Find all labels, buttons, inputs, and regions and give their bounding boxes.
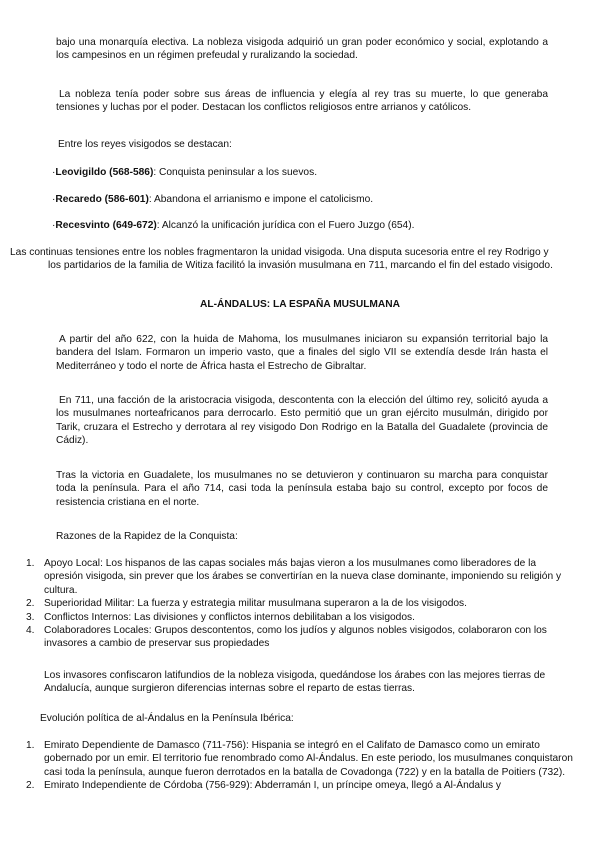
- paragraph-confiscation: Los invasores confiscaron latifundios de la nobleza visigoda, quedándose los árabes con las mejores tierras de Andalucía, aunque surgieron diferencias internas sobre el reparto de estas tierras.: [44, 670, 546, 695]
- list-item: [18, 739, 573, 779]
- list-item: [18, 779, 573, 792]
- item-text: Superioridad Militar: La fuerza y estrategia militar musulmana superaron a la de los visigodos.: [44, 598, 467, 610]
- paragraph-visigoth-end: Las continuas tensiones entre los nobles fragmentaron la unidad visigoda. Una disputa sucesoria entre el rey Rodrigo y los partidarios de la familia de Witiza facilitó la invasión musulmana en 711, marcando el fin del estado visigodo.: [10, 247, 553, 272]
- item-number: 2.: [26, 598, 35, 610]
- paragraph-expansion: A partir del año 622, con la huida de Mahoma, los musulmanes iniciaron su expansión territorial bajo la bandera del Islam. Formaron un imperio vasto, que a finales del siglo VII se extendía desde Irán hasta el Mediterráneo y todo el norte de África hasta el Estrecho de Gibraltar.: [56, 334, 548, 372]
- item-number: 4.: [26, 625, 35, 637]
- paragraph-invasion: En 711, una facción de la aristocracia visigoda, descontenta con la elección del último rey, solicitó ayuda a los musulmanes norteafricanos para derrocarlo. Esto permitió que un gran ejército musulmán, dirigido por Tarik, cruzara el Estrecho y derrotara al rey visigodo Don Rodrigo en la Batalla del Guadalete (provincia de Cádiz).: [56, 395, 548, 447]
- list-item: [18, 624, 573, 651]
- list-item: [18, 611, 573, 624]
- paragraph-nobility: La nobleza tenía poder sobre sus áreas de influencia y elegía al rey tras su muerte, lo que generaba tensiones y luchas por el poder. Destacan los conflictos religiosos entre arrianos y católicos.: [56, 89, 548, 114]
- king-desc: : Alcanzó la unificación jurídica con el Fuero Juzgo (654).: [156, 220, 415, 231]
- bullet: ·: [52, 167, 56, 178]
- item-number: 1.: [26, 558, 35, 569]
- list-item: [18, 597, 573, 610]
- king-recaredo: [52, 193, 552, 206]
- reasons-title: Razones de la Rapidez de la Conquista:: [56, 531, 238, 542]
- item-text: Emirato Independiente de Córdoba (756-929): Abderramán I, un príncipe omeya, llegó a Al-Ándalus y: [44, 780, 502, 792]
- king-name: Leovigildo (568-586): [55, 167, 154, 178]
- list-item: [18, 557, 573, 597]
- king-desc: : Abandona el arrianismo e impone el catolicismo.: [148, 194, 374, 205]
- paragraph-conquest: Tras la victoria en Guadalete, los musulmanes no se detuvieron y continuaron su marcha para conquistar toda la península. Para el año 714, casi toda la península estaba bajo su control, excepto por focos de resistencia cristiana en el norte.: [56, 470, 548, 508]
- bullet: ·: [52, 194, 56, 205]
- king-recesvinto: [52, 219, 552, 232]
- paragraph-monarchy: bajo una monarquía electiva. La nobleza visigoda adquirió un gran poder económico y social, explotando a los campesinos en un régimen prefeudal y ruralizando la sociedad.: [56, 37, 548, 62]
- king-desc: : Conquista peninsular a los suevos.: [153, 167, 318, 178]
- item-text: Apoyo Local: Los hispanos de las capas sociales más bajas vieron a los musulmanes como liberadores de la opresión visigoda, sin prever que los árabes se convertirían en la nueva clase dominante, imponiendo su religión y cultura.: [44, 558, 562, 596]
- item-number: 2.: [26, 780, 35, 792]
- king-name: Recaredo (586-601): [55, 194, 149, 205]
- evolution-list: [18, 739, 573, 793]
- item-text: Colaboradores Locales: Grupos descontentos, como los judíos y algunos nobles visigodos, colaboraron con los invasores a cambio de preservar sus propiedades: [44, 625, 547, 650]
- kings-intro: Entre los reyes visigodos se destacan:: [58, 139, 232, 150]
- bullet: ·: [52, 220, 56, 231]
- item-number: 3.: [26, 611, 35, 623]
- item-text: Emirato Dependiente de Damasco (711-756): Hispania se integró en el Califato de Damasco como un emirato gobernado por un emir. El territorio fue renombrado como Al-Ándalus. En este periodo, los musulmanes conquistaron casi toda la península, aunque fueron derrotados en la batalla de Covadonga (722) y en la batalla de Poitiers (732).: [44, 740, 573, 778]
- king-name: Recesvinto (649-672): [55, 220, 157, 231]
- item-number: 1.: [26, 740, 35, 751]
- evolution-title: Evolución política de al-Ándalus en la Península Ibérica:: [40, 713, 294, 724]
- reasons-list: [18, 557, 573, 651]
- item-text: Conflictos Internos: Las divisiones y conflictos internos debilitaban a los visigodos.: [44, 611, 415, 623]
- section-title: AL-ÁNDALUS: LA ESPAÑA MUSULMANA: [200, 299, 400, 310]
- king-leovigildo: [52, 166, 552, 179]
